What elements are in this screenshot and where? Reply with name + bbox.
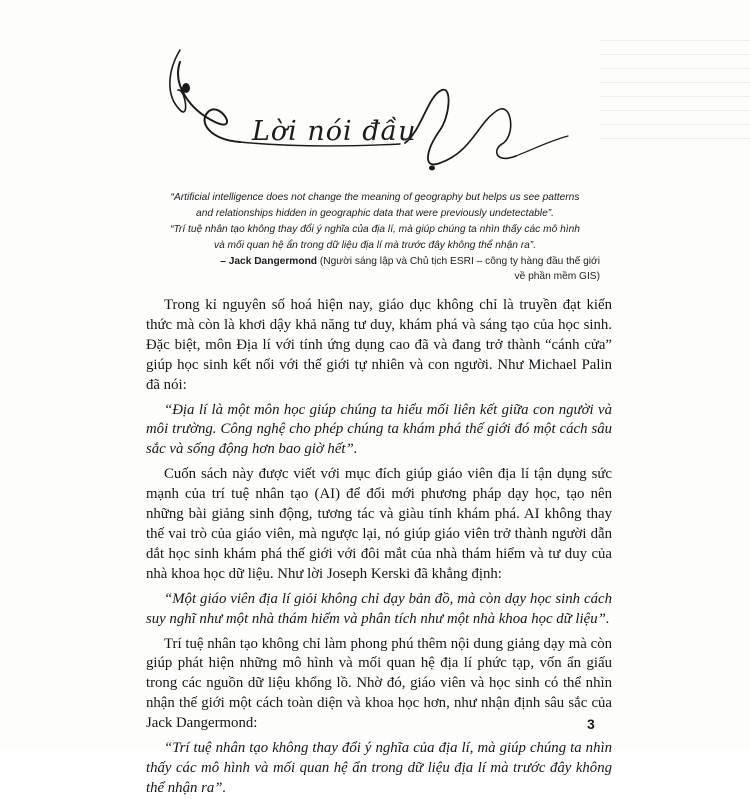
body-text [146, 296, 612, 799]
epigraph-author-note: (Người sáng lập và Chủ tịch ESRI – công ty hàng đầu thế giới [319, 256, 600, 267]
quote-paragraph: “Địa lí là một môn học giúp chúng ta hiểu mối liên kết giữa con người và môi trường. Công nghệ cho phép chúng ta khám phá thế giới đó một cách sâu sắc và sống động hơn bao giờ hết”. [146, 401, 612, 458]
epigraph [150, 190, 600, 254]
epigraph-line: và mối quan hệ ẩn trong dữ liệu địa lí mà trước đây không thể nhận ra”. [213, 240, 537, 251]
quote-paragraph: “Một giáo viên địa lí giỏi không chỉ dạy bản đồ, mà còn dạy học sinh cách suy nghĩ như một nhà thám hiểm và phân tích như một nhà khoa học dữ liệu”. [146, 590, 612, 627]
epigraph-attribution [200, 254, 600, 284]
epigraph-author: – Jack Dangermond [220, 256, 318, 267]
paragraph: Cuốn sách này được viết với mục đích giúp giáo viên địa lí tận dụng sức mạnh của trí tuệ nhân tạo (AI) để đổi mới phương pháp dạy học, tạo nên những bài giảng sinh động, tương tác và giàu tính khám phá. AI không thay thế vai trò của giáo viên, mà ngược lại, nó giúp giáo viên trở thành người dẫn dắt học sinh khám phá thế giới với đôi mắt của nhà thám hiểm và tư duy của nhà khoa học dữ liệu. Như lời Joseph Kerski đã khẳng định: [146, 466, 612, 582]
epigraph-line: “Trí tuệ nhân tạo không thay đổi ý nghĩa của địa lí, mà giúp chúng ta nhìn thấy các mô hình [170, 224, 580, 235]
paragraph: Trí tuệ nhân tạo không chỉ làm phong phú thêm nội dung giảng dạy mà còn giúp phát hiện những mô hình và mối quan hệ địa lí phức tạp, vốn ẩn giấu trong các nguồn dữ liệu khổng lồ. Nhờ đó, giáo viên và học sinh có thể nhìn nhận thế giới một cách toàn diện và khoa học hơn, như nhận định sâu sắc của Jack Dangermond: [146, 635, 612, 732]
paragraph: Trong kỉ nguyên số hoá hiện nay, giáo dục không chỉ là truyền đạt kiến thức mà còn là khơi dậy khả năng tư duy, khám phá và sáng tạo của học sinh. Đặc biệt, môn Địa lí với tính ứng dụng cao đã và đang trở thành “cánh cửa” giúp học sinh kết nối với thế giới tự nhiên và con người. Như Michael Palin đã nói: [146, 297, 612, 393]
epigraph-author-note-cont: về phần mềm GIS) [514, 271, 600, 282]
show-through-lines [600, 40, 750, 160]
section-title: Lời nói đầu [252, 116, 417, 147]
quote-paragraph: “Trí tuệ nhân tạo không thay đổi ý nghĩa của địa lí, mà giúp chúng ta nhìn thấy các mô hình và mối quan hệ ẩn trong dữ liệu địa lí mà trước đây không thể nhận ra”. [146, 740, 612, 796]
page-number: 3 [587, 716, 595, 732]
epigraph-line: “Artificial intelligence does not change the meaning of geography but helps us see patterns [170, 192, 580, 203]
epigraph-line: and relationships hidden in geographic data that were previously undetectable”. [196, 208, 554, 219]
